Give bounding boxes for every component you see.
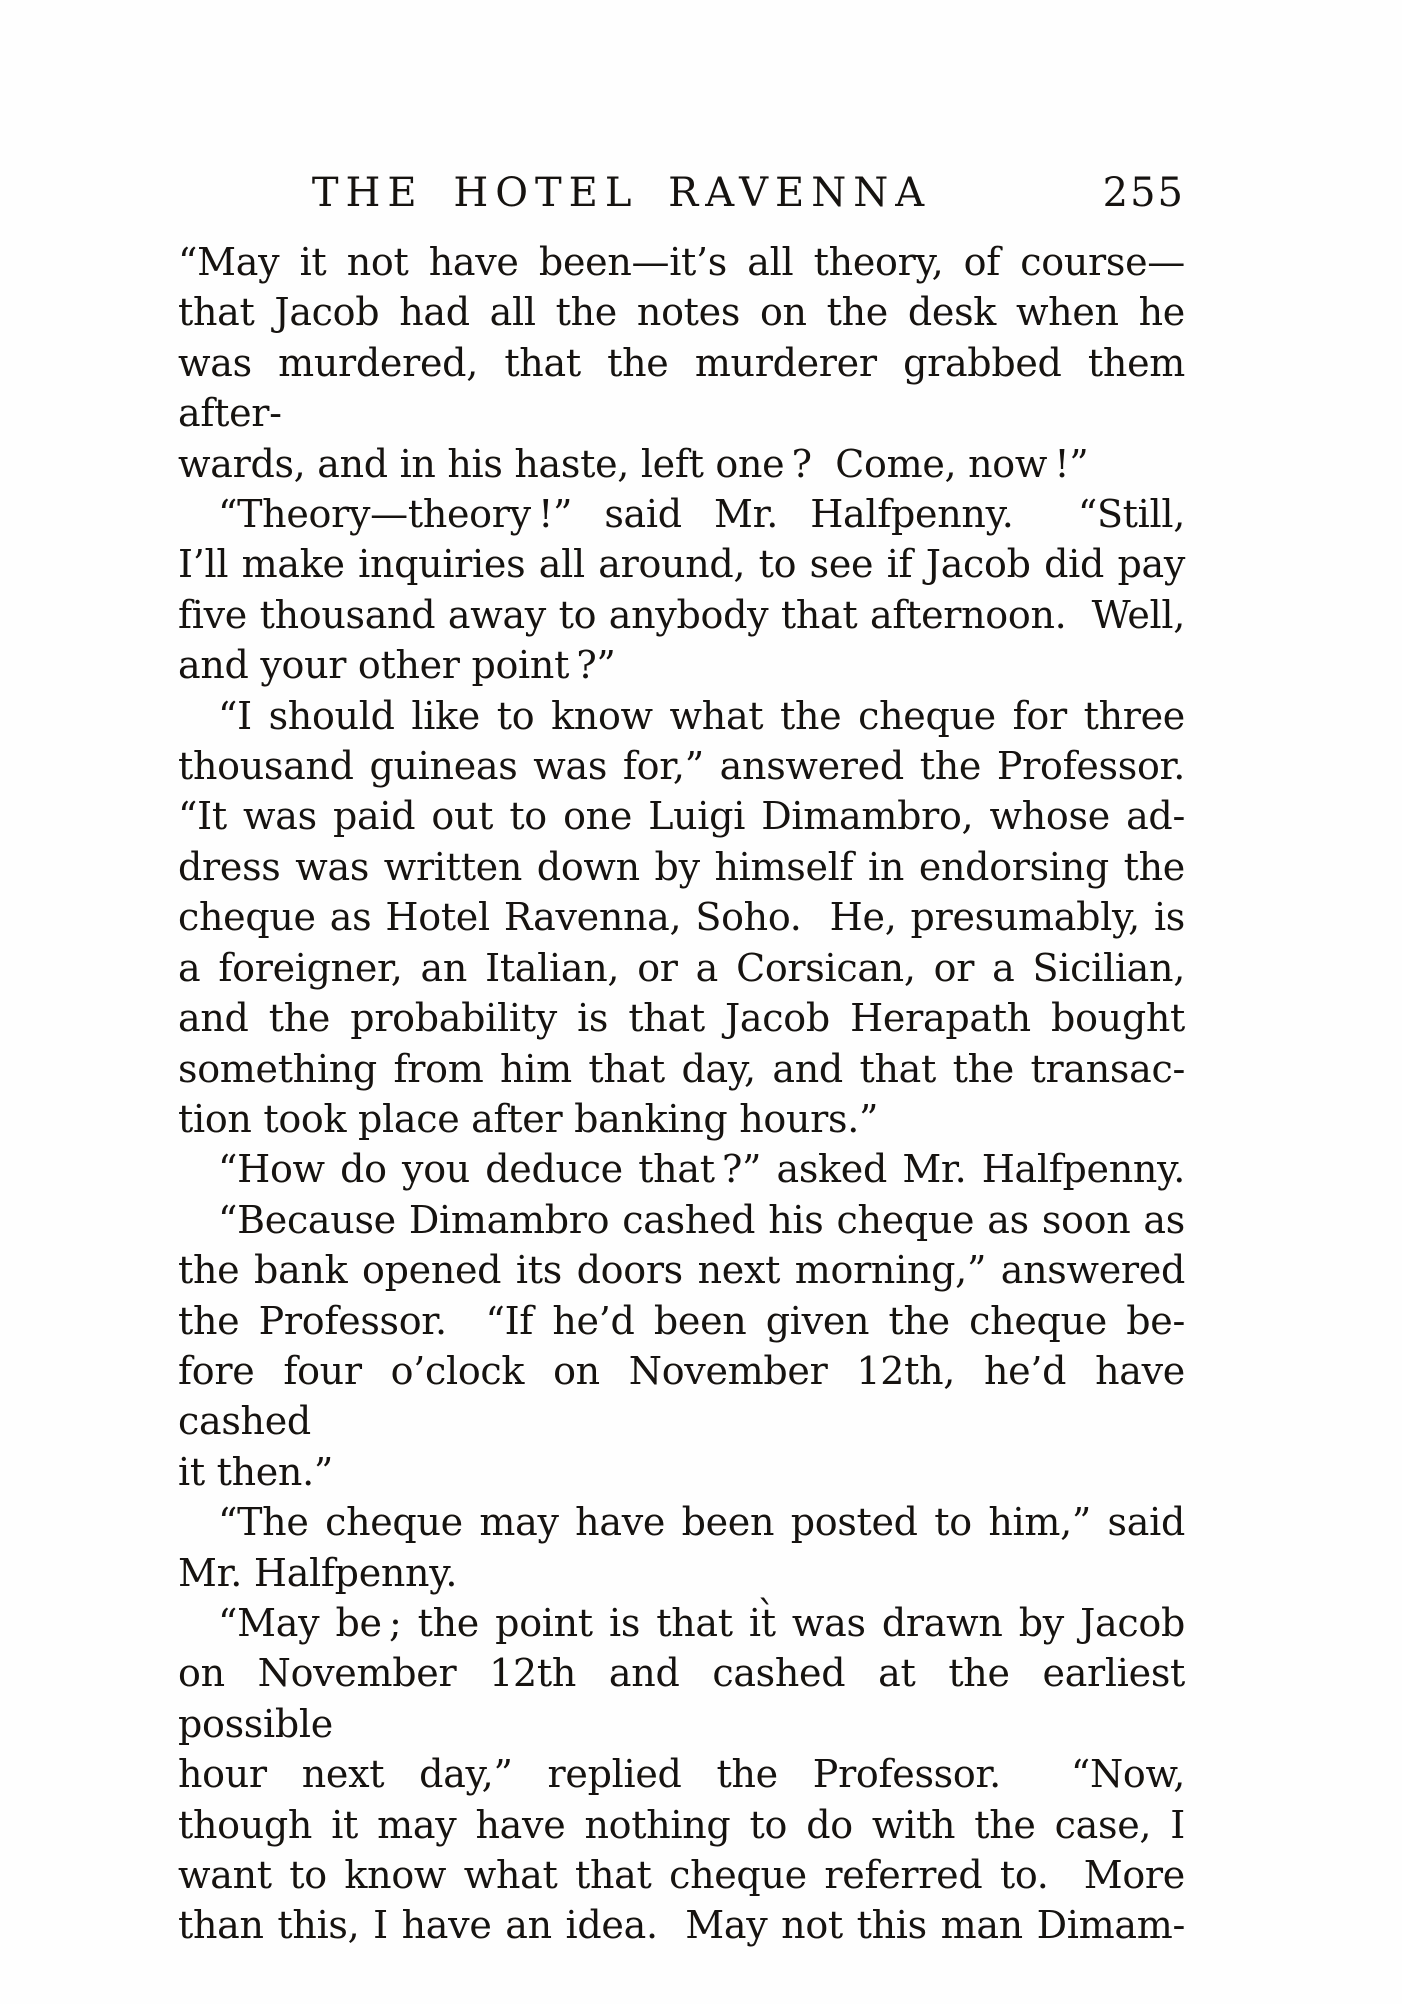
- text-line: the bank opened its doors next morning,” answered: [178, 1248, 1185, 1293]
- text-line: cheque as Hotel Ravenna, Soho. He, presumably, is: [178, 895, 1185, 940]
- text-line: “It was paid out to one Luigi Dimambro, whose ad-: [178, 794, 1185, 839]
- paragraph: [178, 1598, 1197, 1951]
- text-line: “Theory—theory !” said Mr. Halfpenny. “Still,: [218, 492, 1185, 537]
- paragraph: [178, 1497, 1185, 1598]
- text-line: tion took place after banking hours.”: [178, 1096, 879, 1141]
- text-line: though it may have nothing to do with the case, I: [178, 1802, 1185, 1847]
- text-line: something from him that day, and that the transac-: [178, 1046, 1185, 1091]
- text-line: was murdered, that the murderer grabbed them after-: [178, 340, 1197, 436]
- text-line: a foreigner, an Italian, or a Corsican, or a Sicilian,: [178, 945, 1185, 990]
- text-line: dress was written down by himself in endorsing the: [178, 844, 1185, 889]
- text-line: “Because Dimambro cashed his cheque as soon as: [218, 1197, 1185, 1242]
- page-number: 255: [1102, 170, 1185, 216]
- text-line: the Professor. “If he’d been given the cheque be-: [178, 1298, 1185, 1343]
- text-line: wards, and in his haste, left one ? Come, now !”: [178, 441, 1089, 486]
- text-line: hour next day,” replied the Professor. “Now,: [178, 1752, 1185, 1797]
- paragraph: [178, 237, 1197, 489]
- page-header: [178, 170, 1185, 222]
- paragraph: [178, 1144, 1185, 1194]
- text-line: “The cheque may have been posted to him,” said: [218, 1500, 1185, 1545]
- text-line: “How do you deduce that ?” asked Mr. Halfpenny.: [218, 1147, 1185, 1192]
- text-line: and your other point ?”: [178, 643, 616, 688]
- text-line: “May it not have been—it’s all theory, of course—: [178, 240, 1185, 284]
- text-line: “I should like to know what the cheque for three: [218, 693, 1185, 738]
- text-line: thousand guineas was for,” answered the Professor.: [178, 744, 1185, 789]
- paragraph: [178, 1195, 1197, 1497]
- text-line: five thousand away to anybody that afternoon. Well,: [178, 592, 1185, 637]
- text-line: than this, I have an idea. May not this man Dimam-: [178, 1903, 1185, 1948]
- text-line: on November 12th and cashed at the earliest possible: [178, 1651, 1197, 1746]
- text-line: “May be ; the point is that it̀ was drawn by Jacob: [218, 1600, 1185, 1645]
- text-line: fore four o’clock on November 12th, he’d have cashed: [178, 1348, 1197, 1444]
- paragraph: [178, 489, 1185, 691]
- text-line: and the probability is that Jacob Herapath bought: [178, 996, 1185, 1041]
- text-line: that Jacob had all the notes on the desk when he: [178, 290, 1185, 335]
- text-line: want to know what that cheque referred to. More: [178, 1853, 1185, 1897]
- text-line: it then.”: [178, 1449, 334, 1494]
- running-title: THE HOTEL RAVENNA: [311, 170, 932, 216]
- page-body: [178, 237, 1197, 1951]
- paragraph: [178, 691, 1185, 1145]
- text-line: Mr. Halfpenny.: [178, 1550, 458, 1595]
- text-line: I’ll make inquiries all around, to see if Jacob did pay: [178, 542, 1185, 587]
